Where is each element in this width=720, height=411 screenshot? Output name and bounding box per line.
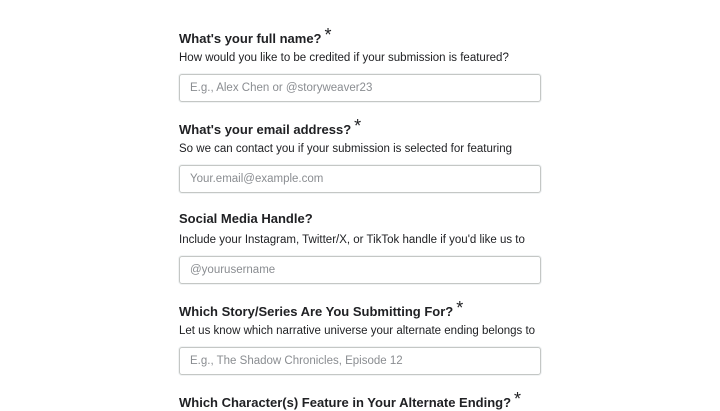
question-title: What's your email address? * (179, 116, 362, 137)
question-description: Include your Instagram, Twitter/X, or TikTok handle if you'd like us to (179, 234, 525, 246)
full-name-input[interactable] (179, 74, 541, 102)
question-title: What's your full name? * (179, 25, 332, 46)
required-asterisk: * (514, 389, 522, 409)
social-handle-input[interactable] (179, 256, 541, 284)
required-asterisk: * (456, 298, 464, 318)
question-description: Let us know which narrative universe your alternate ending belongs to (179, 325, 536, 337)
question-title: Social Media Handle? (179, 211, 313, 226)
required-asterisk: * (324, 25, 332, 45)
question-description: How would you like to be credited if your submission is featured? (179, 52, 509, 64)
question-title: Which Story/Series Are You Submitting For? * (179, 298, 464, 319)
story-series-input[interactable] (179, 347, 541, 375)
required-asterisk: * (354, 116, 362, 136)
question-description: So we can contact you if your submission is selected for featuring (179, 143, 513, 155)
question-title: Which Character(s) Feature in Your Alternate Ending? * (179, 389, 522, 410)
email-input[interactable] (179, 165, 541, 193)
